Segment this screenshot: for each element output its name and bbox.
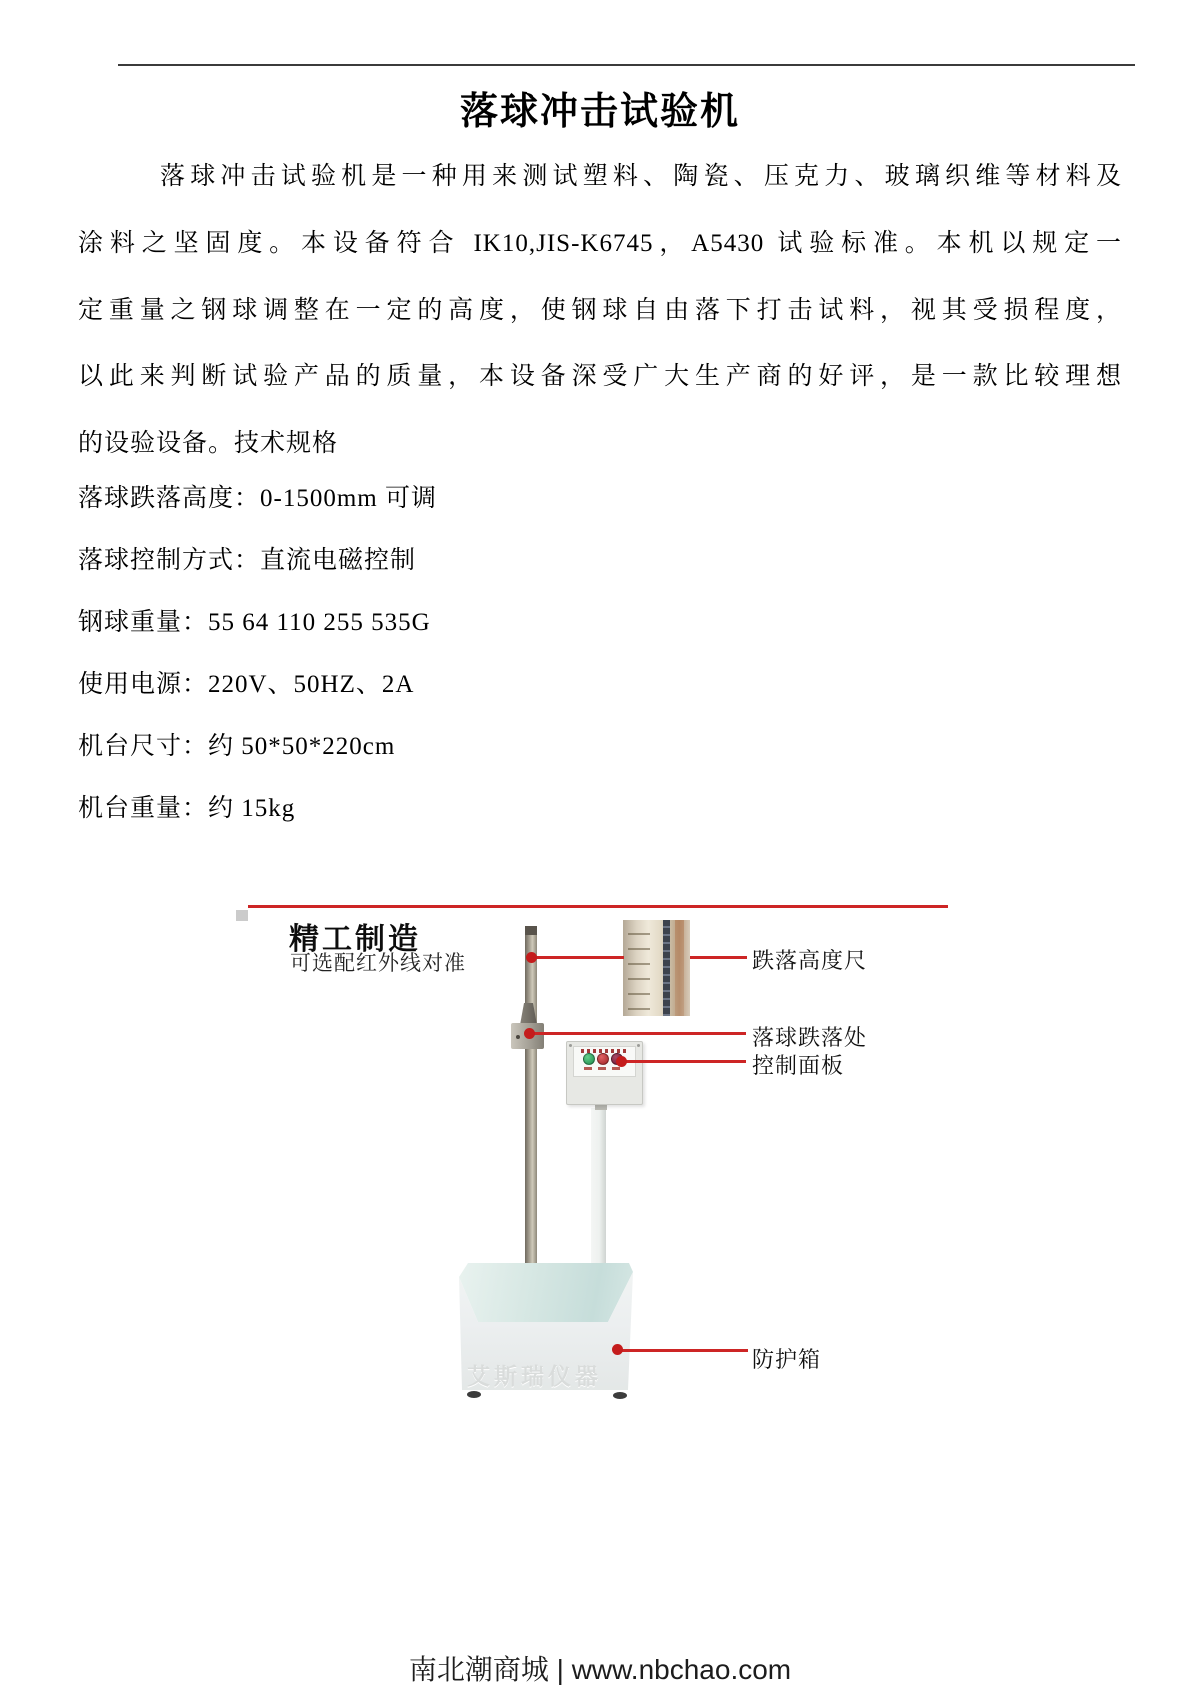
intro-paragraph-line: 落球冲击试验机是一种用来测试塑料、陶瓷、压克力、玻璃织维等材料及 xyxy=(160,163,1122,190)
clamp-screw xyxy=(516,1035,520,1039)
panel-screw xyxy=(637,1044,640,1047)
callout-dot xyxy=(616,1056,627,1067)
page-title: 落球冲击试验机 xyxy=(459,91,740,133)
figure-headline: 精工制造 xyxy=(289,923,421,956)
label-control-panel: 控制面板 xyxy=(752,1053,845,1078)
callout-line-control-panel xyxy=(626,1060,746,1063)
label-ball-drop-point: 落球跌落处 xyxy=(752,1025,868,1050)
callout-dot xyxy=(524,1028,535,1039)
ruler-tick-marks xyxy=(628,920,650,1016)
button-caption xyxy=(584,1067,592,1070)
callout-dot xyxy=(612,1344,623,1355)
height-ruler-inset-photo xyxy=(623,920,690,1016)
clamp-upper-bracket xyxy=(517,1003,538,1025)
spec-power: 使用电源：220V、50HZ、2A xyxy=(78,671,415,698)
button-caption xyxy=(612,1067,620,1070)
footer-site-credit: 南北潮商城 | www.nbchao.com xyxy=(408,1654,792,1685)
figure-subheadline: 可选配红外线对准 xyxy=(290,952,466,975)
label-protection-box: 防护箱 xyxy=(752,1347,822,1372)
ruler-reflection xyxy=(675,920,684,1016)
ruler-scale-stripe xyxy=(663,920,670,1016)
machine-pole xyxy=(525,926,537,1292)
spec-control-method: 落球控制方式：直流电磁控制 xyxy=(78,547,417,574)
intro-paragraph-line: 定重量之钢球调整在一定的高度，使钢球自由落下打击试料，视其受损程度， xyxy=(78,297,1122,324)
callout-line-protection-box xyxy=(622,1349,748,1352)
label-drop-height-ruler: 跌落高度尺 xyxy=(752,948,868,973)
callout-line-ruler xyxy=(690,956,747,959)
machine-pole-cap xyxy=(525,926,537,935)
figure-red-divider xyxy=(248,905,948,908)
figure-corner-chip xyxy=(236,910,248,921)
box-foot xyxy=(613,1392,627,1399)
intro-paragraph-line: 的设验设备。技术规格 xyxy=(78,430,339,457)
spec-ball-weight: 钢球重量：55 64 110 255 535G xyxy=(78,609,431,636)
brand-watermark: 艾斯瑞仪器 xyxy=(467,1363,602,1389)
box-foot xyxy=(467,1391,481,1398)
callout-line-ruler xyxy=(536,956,624,959)
spec-drop-height: 落球跌落高度：0-1500mm 可调 xyxy=(78,485,437,512)
intro-paragraph-line: 以此来判断试验产品的质量，本设备深受广大生产商的好评，是一款比较理想 xyxy=(78,363,1122,390)
callout-dot xyxy=(526,952,537,963)
start-button xyxy=(583,1053,595,1065)
callout-line-drop-point xyxy=(534,1032,746,1035)
top-divider xyxy=(118,64,1135,66)
control-panel xyxy=(566,1041,643,1105)
spec-machine-size: 机台尺寸：约 50*50*220cm xyxy=(78,733,396,760)
intro-paragraph-line: 涂料之坚固度。本设备符合 IK10,JIS-K6745，A5430 试验标准。本机以规定一 xyxy=(78,230,1122,257)
spec-machine-weight: 机台重量：约 15kg xyxy=(78,795,296,822)
ball-drop-clamp xyxy=(511,1003,544,1049)
button-caption xyxy=(598,1067,606,1070)
protection-box xyxy=(455,1258,635,1403)
stop-button xyxy=(597,1053,609,1065)
panel-screw xyxy=(569,1044,572,1047)
